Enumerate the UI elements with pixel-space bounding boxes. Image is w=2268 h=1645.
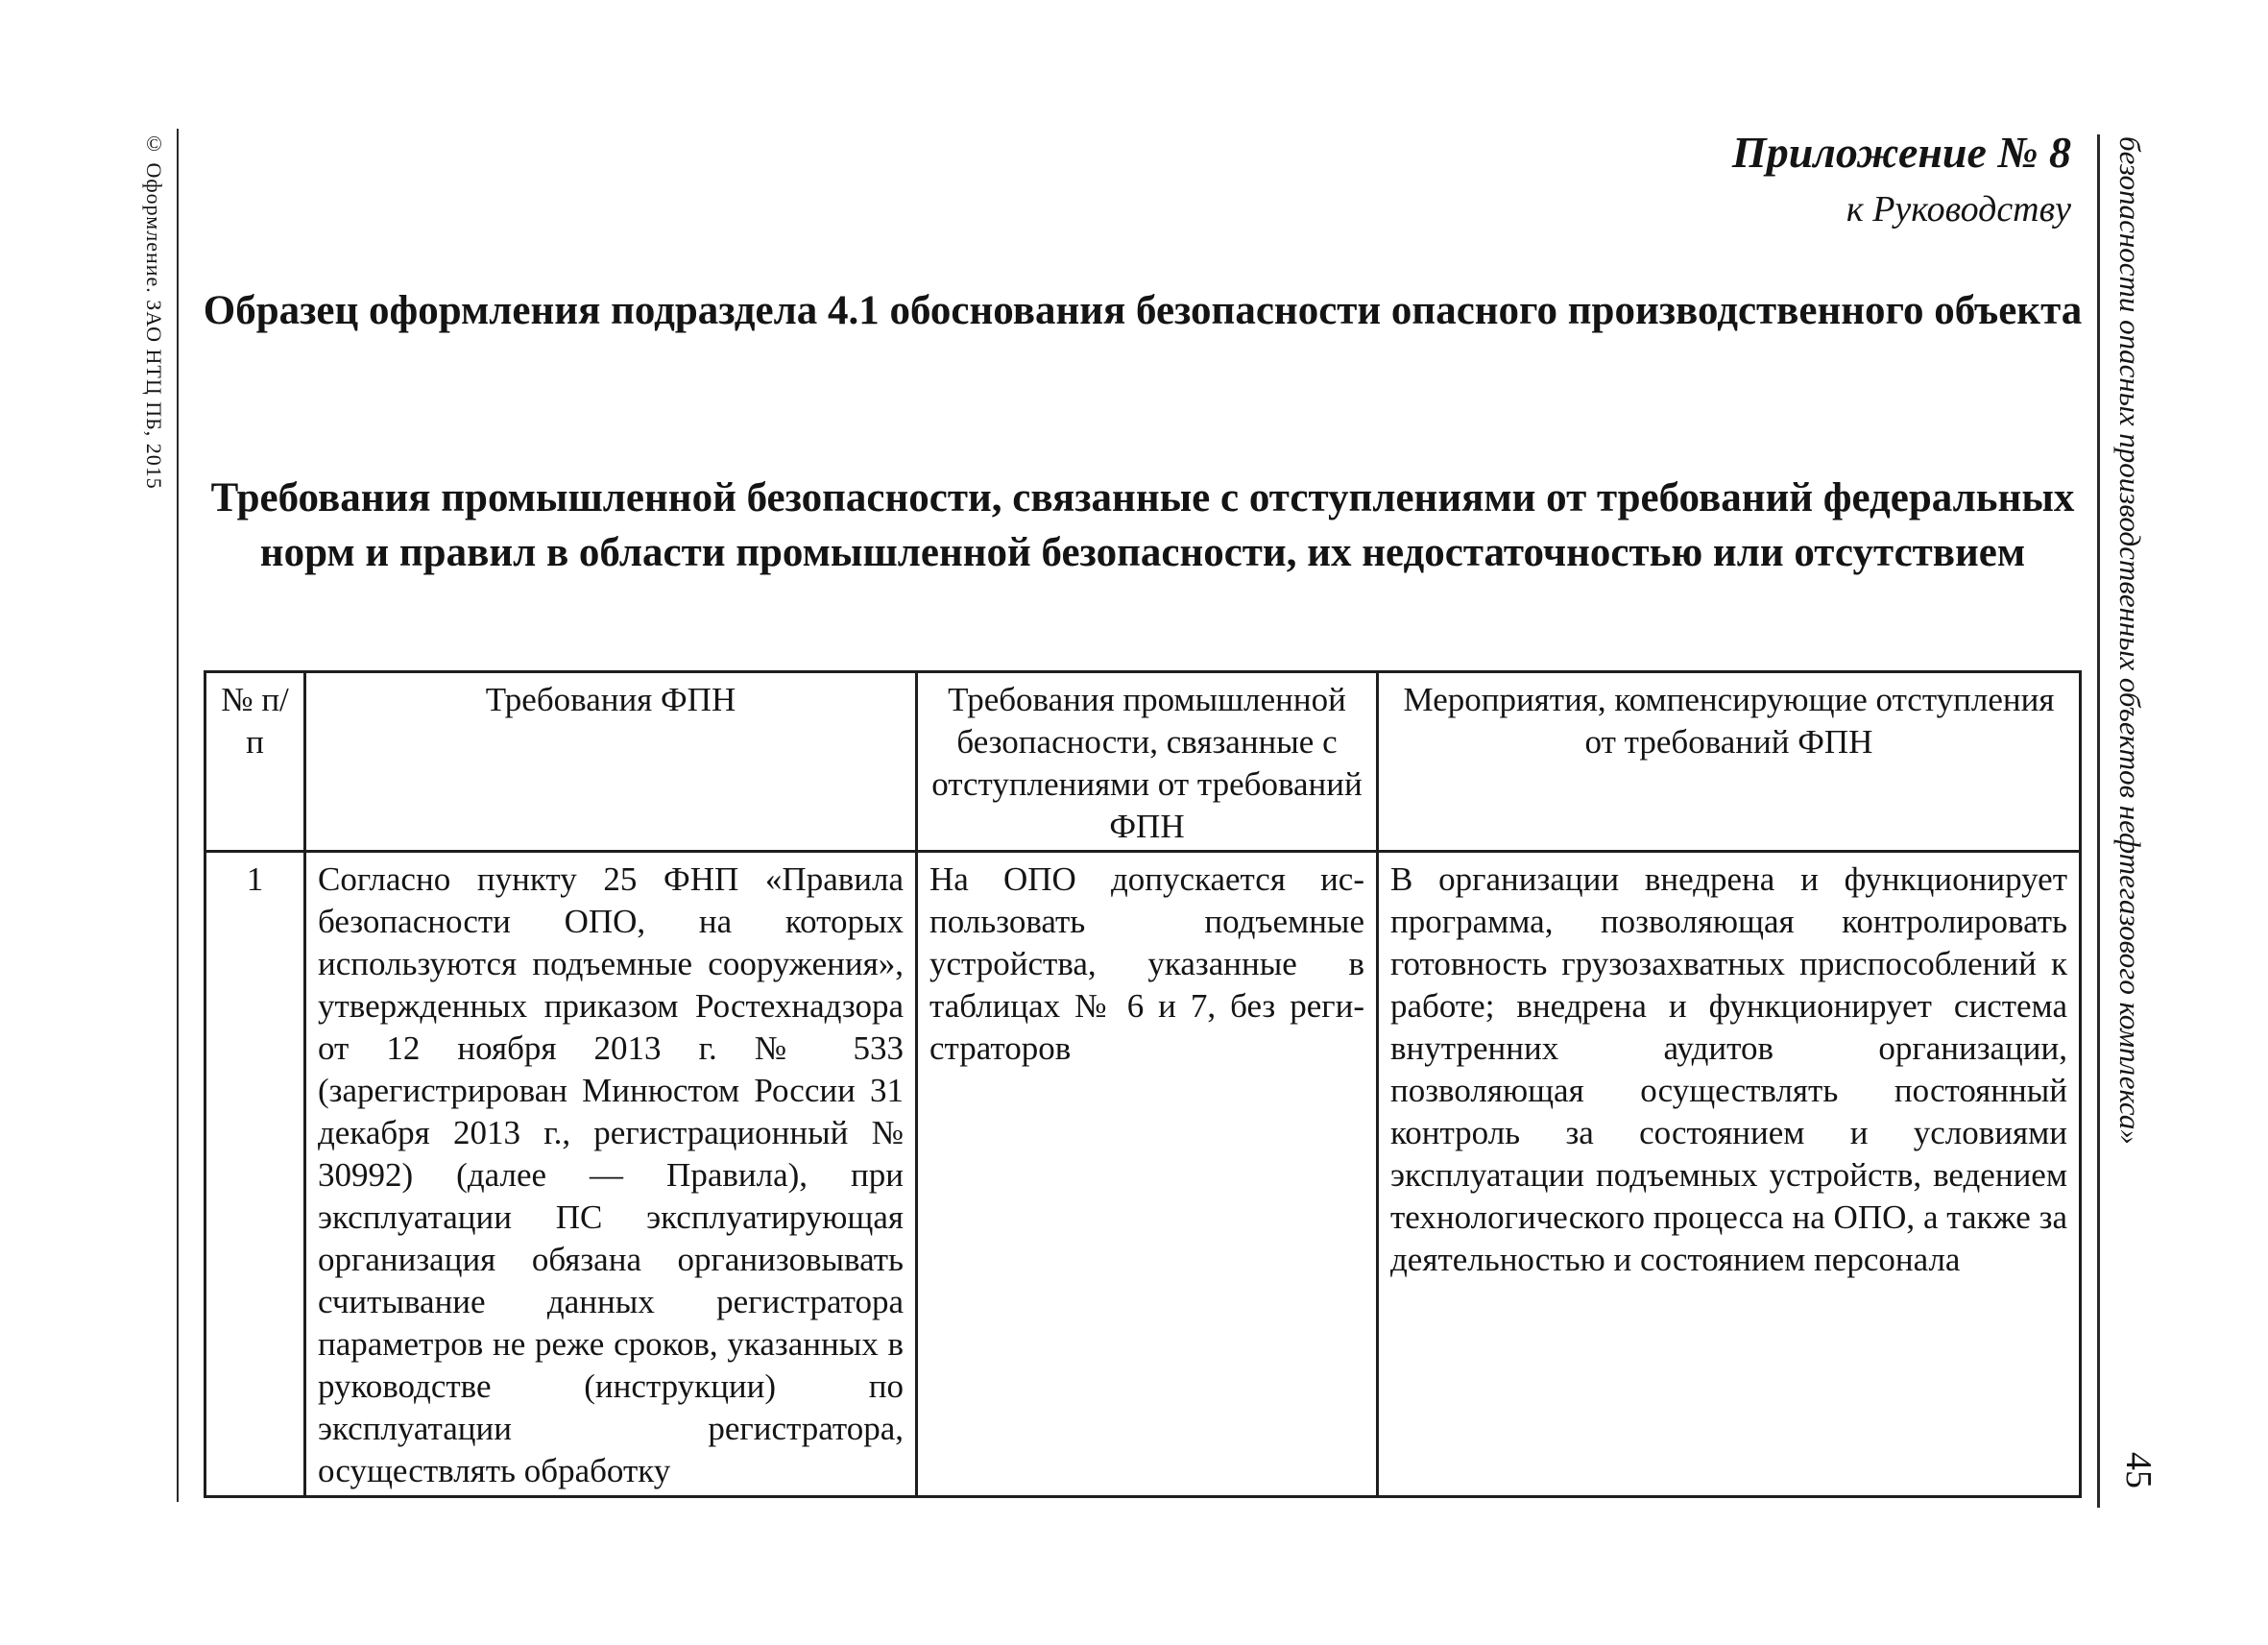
requirements-table [204,670,2082,1498]
table-header-row [205,672,2081,852]
copyright-note: © Оформление. ЗАО НТЦ ПБ, 2015 [142,132,166,490]
header-fpn-requirements: Требования ФПН [305,672,917,852]
row-number: 1 [205,852,305,1497]
appendix-subtitle: к Руководству [1846,189,2071,230]
header-compensating-measures: Мероприятия, компенсирующие отступления от требований ФПН [1378,672,2081,852]
page-number: 45 [2118,1452,2159,1488]
row-safety-requirement: На ОПО допускается использовать подъемные устройства, указанные в таблицах № 6 и 7, без регистраторов [917,852,1378,1497]
row-fpn-requirement: Согласно пункту 25 ФНП «Правила безопасности ОПО, на которых используются подъемные сооружения», утвержденных приказом Ростехнадзора от 12 ноября 2013 г. № 533 (зарегистрирован Минюстом России 31 декабря 2013 г., регистрационный № 30992) (далее — Правила), при эксплуатации ПС эксплуатирующая организация обязана организовывать считывание данных регистратора параметров не реже сроков, указанных в руководстве (инструкции) по эксплуатации регистратора, осуществлять обработку [305,852,917,1497]
header-safety-requirements: Требования промышленной безопасности, связанные с отступлениями от требований ФПН [917,672,1378,852]
header-number: № п/п [205,672,305,852]
row-compensating-measure: В организации внедрена и функционирует программа, позволяющая контролировать готовность грузозахватных приспособлений к работе; внедрена и функционирует система внутренних аудитов организации, позволяющая осуществлять постоянный контроль за состоянием и условиями эксплуатации подъемных устройств, ведением технологического процесса на ОПО, а также за деятельностью и состоянием персонала [1378,852,2081,1497]
table-row [205,852,2081,1497]
left-margin-rule [177,129,179,1502]
running-header: безопасности опасных производственных объектов нефтегазового комплекса» [2113,136,2147,1145]
section-heading: Требования промышленной безопасности, связанные с отступлениями от требований федеральных норм и правил в области промышленной безопасности, их недостаточностью или отсутствием [210,475,2075,575]
document-heading: Образец оформления подраздела 4.1 обоснования безопасности опасного производственного объекта [203,288,2083,333]
appendix-title: Приложение № 8 [1731,128,2071,177]
right-margin-rule [2097,134,2100,1508]
